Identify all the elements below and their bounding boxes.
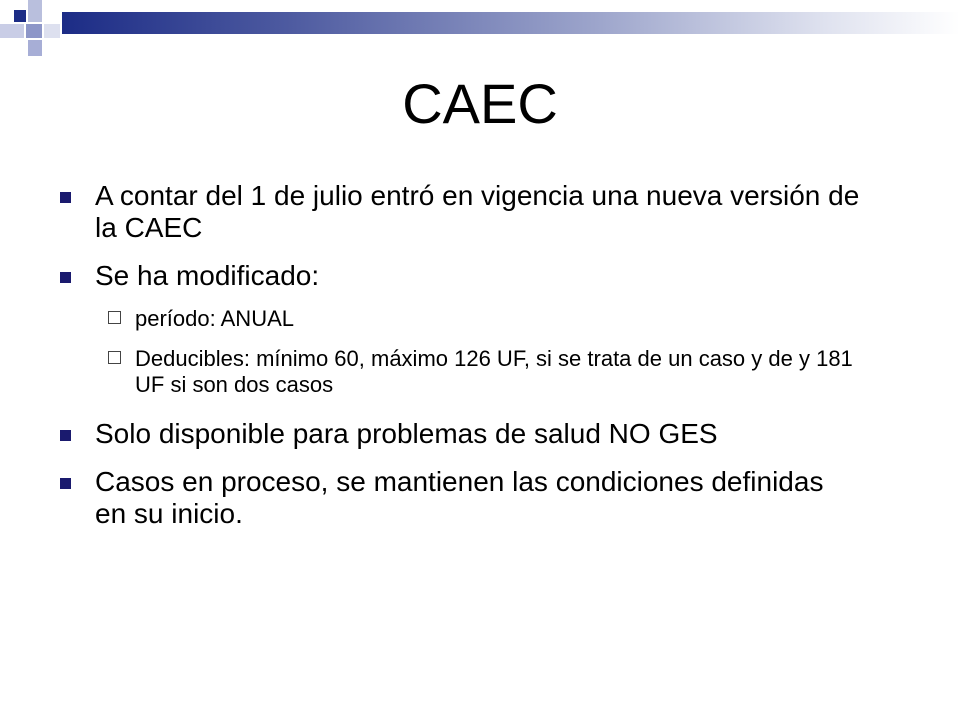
deco-square-dark [14, 10, 26, 22]
bullet-text: Casos en proceso, se mantienen las condiciones definidas en su inicio. [95, 466, 824, 529]
bullet-item [60, 180, 860, 244]
square-bullet-icon [60, 272, 71, 283]
hollow-square-bullet-icon [108, 351, 121, 364]
bullet-item [60, 418, 860, 450]
deco-square-mid [26, 24, 42, 38]
slide-title: CAEC [402, 72, 558, 135]
sub-bullet-text: período: ANUAL [135, 306, 294, 331]
deco-square-mid [28, 40, 42, 56]
bullet-text: Se ha modificado: [95, 260, 320, 291]
square-bullet-icon [60, 430, 71, 441]
deco-square-light [28, 0, 42, 22]
bullet-text: Solo disponible para problemas de salud NO GES [95, 418, 718, 449]
bullet-item [60, 260, 860, 292]
deco-square-light [0, 24, 24, 38]
square-bullet-icon [60, 192, 71, 203]
header-decoration [0, 0, 960, 60]
sub-bullet-item [60, 346, 860, 398]
sub-bullet-item [60, 306, 860, 332]
bullet-item [60, 466, 860, 530]
bullet-text: A contar del 1 de julio entró en vigencia una nueva versión de la CAEC [95, 180, 860, 243]
sub-bullet-text: Deducibles: mínimo 60, máximo 126 UF, si se trata de un caso y de y 181 UF si son dos casos [135, 346, 853, 397]
hollow-square-bullet-icon [108, 311, 121, 324]
square-bullet-icon [60, 478, 71, 489]
deco-square-light [44, 24, 60, 38]
header-gradient-bar [62, 12, 960, 34]
slide-body [60, 180, 860, 546]
